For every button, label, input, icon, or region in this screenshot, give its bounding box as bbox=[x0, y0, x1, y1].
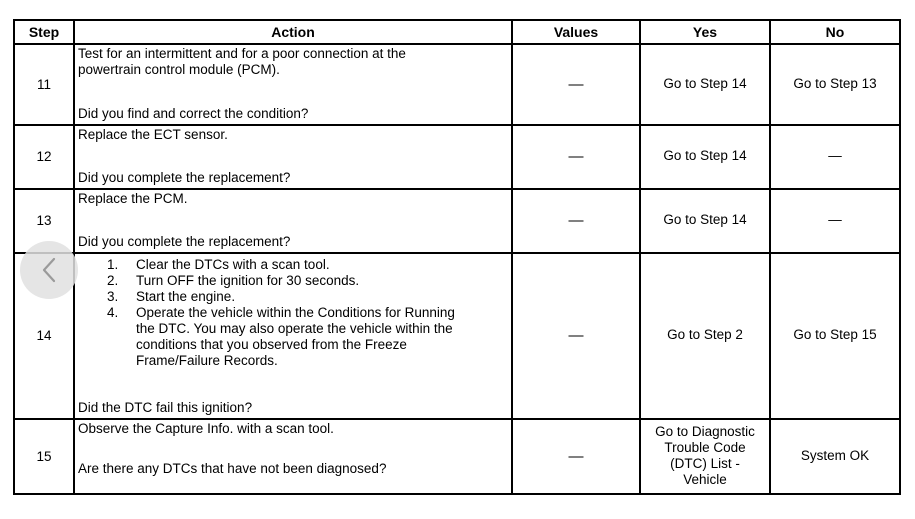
action-text bbox=[78, 46, 511, 78]
action-line: Test for an intermittent and for a poor connection at the bbox=[78, 46, 406, 61]
step-number: 12 bbox=[14, 125, 74, 189]
no-text: Go to Step 15 bbox=[793, 327, 877, 342]
procedure-list bbox=[78, 257, 511, 369]
action-cell bbox=[74, 125, 512, 189]
item-line: Start the engine. bbox=[136, 289, 236, 304]
step-number: 15 bbox=[14, 419, 74, 494]
header-row bbox=[14, 20, 900, 44]
no-link[interactable] bbox=[770, 253, 900, 419]
action-cell bbox=[74, 253, 512, 419]
action-question: Did you find and correct the condition? bbox=[78, 106, 309, 121]
header-no: No bbox=[770, 20, 900, 44]
item-line: Clear the DTCs with a scan tool. bbox=[136, 257, 330, 272]
no-text: System OK bbox=[800, 447, 870, 463]
yes-link[interactable] bbox=[640, 125, 770, 189]
yes-text: Go to Step 14 bbox=[663, 148, 747, 163]
action-cell bbox=[74, 44, 512, 125]
item-line: conditions that you observed from the Freeze bbox=[136, 337, 407, 352]
no-text: Go to Step 13 bbox=[793, 75, 877, 91]
yes-text: Go to Step 14 bbox=[663, 212, 747, 227]
item-line: Operate the vehicle within the Conditions for Running bbox=[136, 305, 455, 320]
step-number: 14 bbox=[14, 253, 74, 419]
procedure-item bbox=[107, 257, 511, 273]
action-line: Replace the ECT sensor. bbox=[78, 127, 228, 142]
action-cell bbox=[74, 189, 512, 253]
yes-link[interactable] bbox=[640, 253, 770, 419]
item-number: 4. bbox=[107, 305, 119, 320]
action-question: Are there any DTCs that have not been diagnosed? bbox=[78, 461, 387, 476]
diagnostic-table bbox=[13, 19, 901, 495]
procedure-item bbox=[107, 273, 511, 289]
yes-line: Vehicle bbox=[683, 471, 727, 487]
header-action: Action bbox=[74, 20, 512, 44]
action-question: Did you complete the replacement? bbox=[78, 170, 291, 185]
action-line: Replace the PCM. bbox=[78, 191, 188, 206]
no-text: — bbox=[828, 148, 842, 163]
yes-text bbox=[641, 424, 769, 490]
procedure-item bbox=[107, 305, 511, 369]
values-cell: — bbox=[512, 189, 640, 253]
action-line: Observe the Capture Info. with a scan tool. bbox=[78, 421, 334, 436]
item-line: Frame/Failure Records. bbox=[136, 353, 278, 368]
header-values: Values bbox=[512, 20, 640, 44]
action-question: Did the DTC fail this ignition? bbox=[78, 400, 253, 415]
header-step: Step bbox=[14, 20, 74, 44]
header-yes: Yes bbox=[640, 20, 770, 44]
procedure-item bbox=[107, 289, 511, 305]
values-cell: — bbox=[512, 125, 640, 189]
yes-text: Go to Step 2 bbox=[667, 327, 743, 342]
yes-link[interactable] bbox=[640, 44, 770, 125]
yes-text: Go to Step 14 bbox=[663, 75, 747, 91]
no-text: — bbox=[828, 212, 842, 227]
values-cell: — bbox=[512, 253, 640, 419]
chevron-left-icon bbox=[41, 257, 57, 283]
item-number: 2. bbox=[107, 273, 119, 288]
step-number: 11 bbox=[14, 44, 74, 125]
no-cell bbox=[770, 125, 900, 189]
item-number: 1. bbox=[107, 257, 119, 272]
table-row bbox=[14, 44, 900, 125]
table-row bbox=[14, 419, 900, 494]
no-link[interactable] bbox=[770, 44, 900, 125]
action-question: Did you complete the replacement? bbox=[78, 234, 291, 249]
yes-line: Trouble Code bbox=[664, 439, 746, 455]
item-line: Turn OFF the ignition for 30 seconds. bbox=[136, 273, 360, 288]
yes-line: (DTC) List - bbox=[670, 455, 740, 471]
back-button[interactable] bbox=[20, 241, 78, 299]
yes-link[interactable] bbox=[640, 189, 770, 253]
yes-line: Go to Diagnostic bbox=[655, 423, 755, 439]
table-row bbox=[14, 189, 900, 253]
action-line: powertrain control module (PCM). bbox=[78, 62, 280, 77]
yes-link[interactable] bbox=[640, 419, 770, 494]
table-row bbox=[14, 253, 900, 419]
action-cell bbox=[74, 419, 512, 494]
values-cell: — bbox=[512, 44, 640, 125]
values-cell: — bbox=[512, 419, 640, 494]
item-number: 3. bbox=[107, 289, 119, 304]
table-row bbox=[14, 125, 900, 189]
item-line: the DTC. You may also operate the vehicle within the bbox=[136, 321, 453, 336]
no-cell bbox=[770, 189, 900, 253]
no-cell bbox=[770, 419, 900, 494]
step-number: 13 bbox=[14, 189, 74, 253]
